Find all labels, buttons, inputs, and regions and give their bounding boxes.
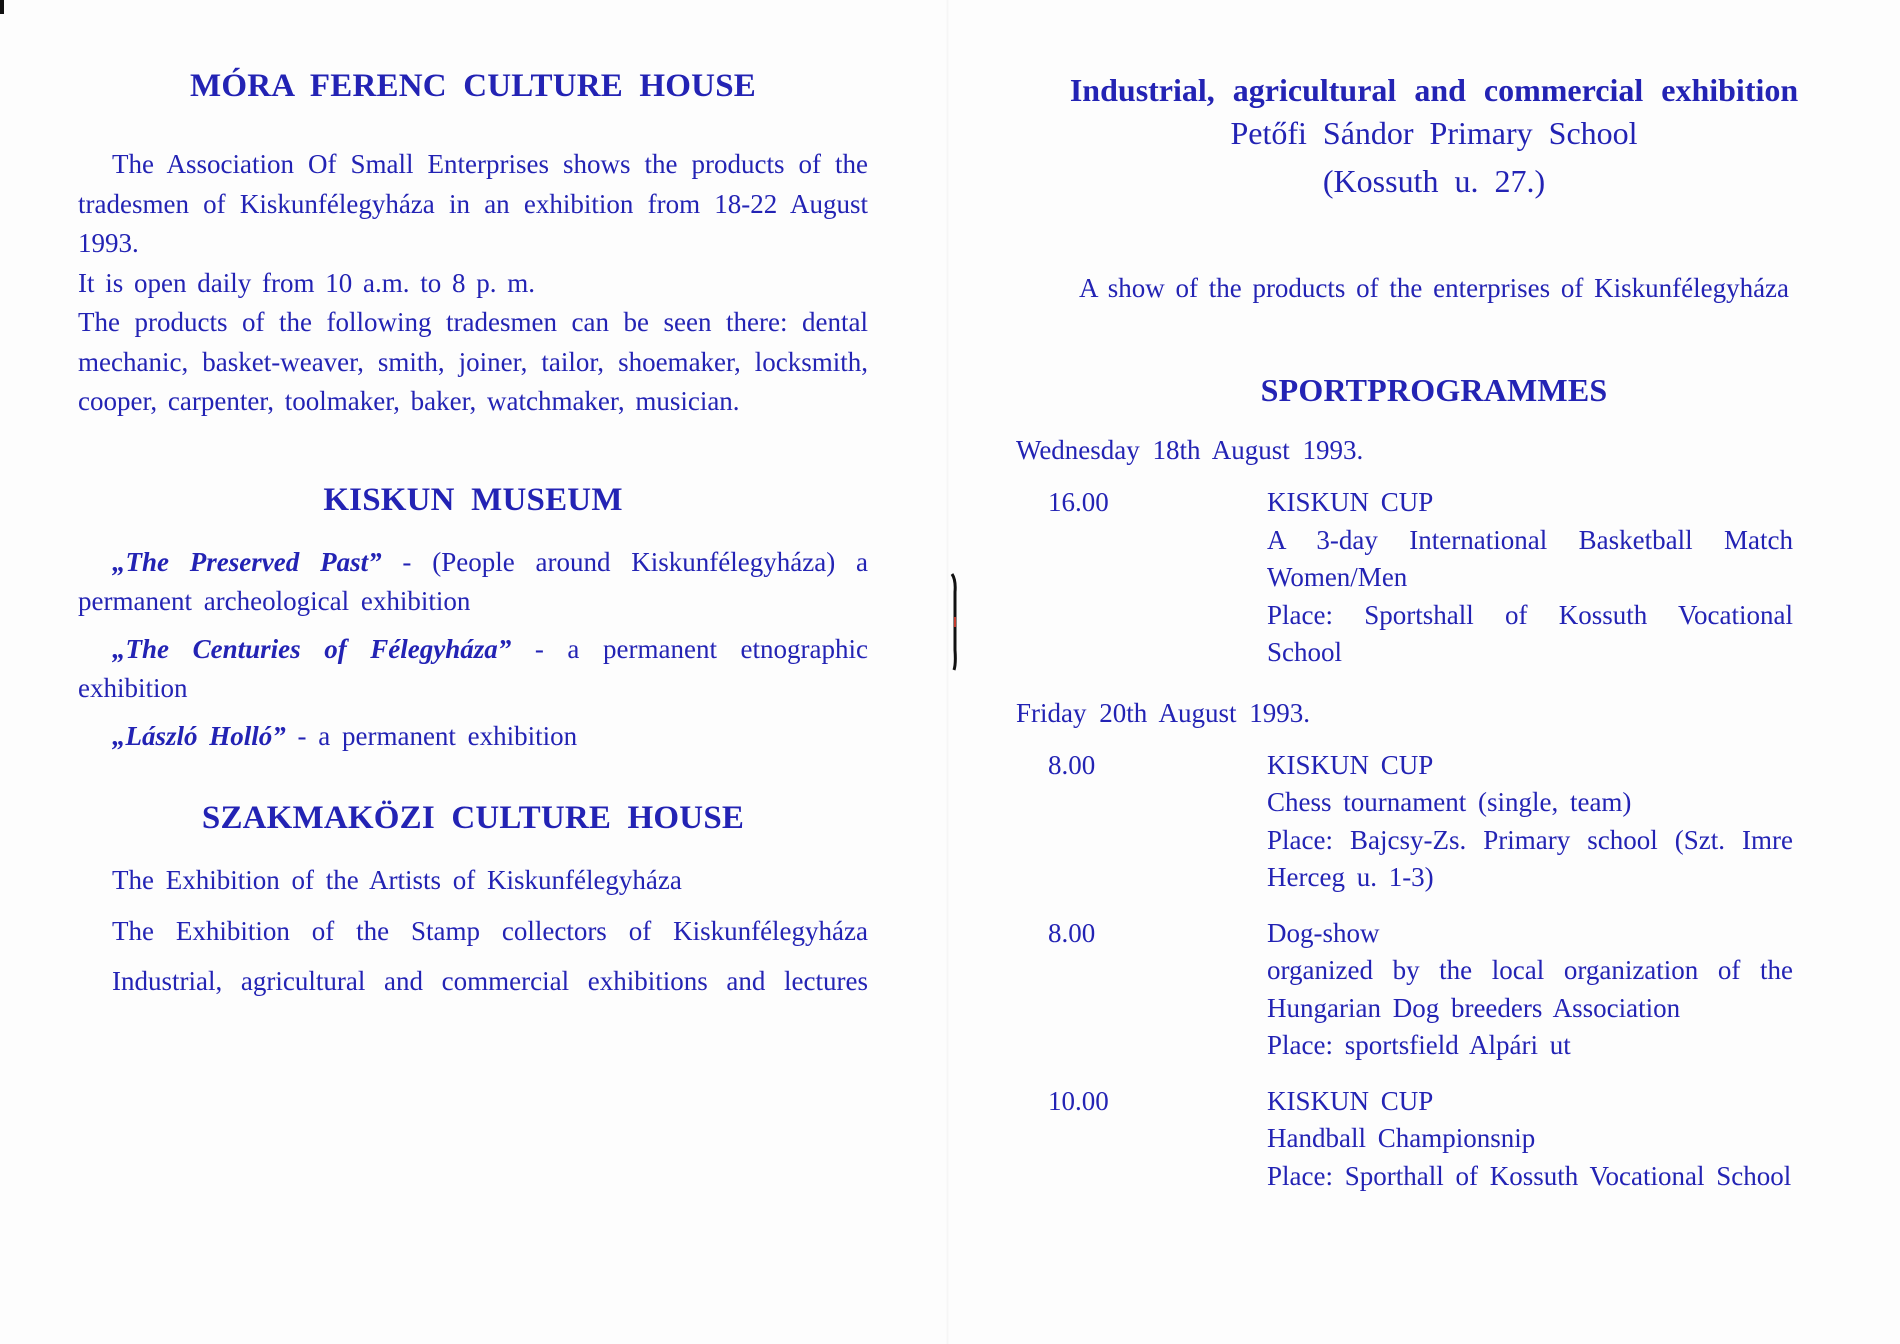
sport-day-date: Wednesday 18th August 1993. xyxy=(1016,435,1364,465)
mora-body xyxy=(78,145,868,422)
sport-day xyxy=(1016,697,1826,1196)
szakmakozi-line: The Exhibition of the Artists of Kiskunfélegyháza xyxy=(112,865,682,895)
sport-event-line: KISKUN CUP xyxy=(1267,1085,1434,1116)
sport-event-line: KISKUN CUP xyxy=(1267,749,1434,780)
sport-event xyxy=(1034,747,1826,897)
museum-item xyxy=(78,543,868,622)
museum-item-name: „The Preserved Past” xyxy=(112,546,382,577)
sport-event-line: A 3-day International Basketball Match Women/Men xyxy=(1267,524,1793,592)
museum-item xyxy=(78,717,868,757)
szakmakozi-list xyxy=(78,861,868,1002)
exhibition-title: Industrial, agricultural and commercial exhibition xyxy=(1069,72,1799,108)
sport-event-time: 10.00 xyxy=(1048,1085,1109,1116)
szakmakozi-title: SZAKMAKÖZI CULTURE HOUSE xyxy=(201,800,745,836)
museum-item-text: - (People around Kiskunfélegyháza) a permanent archeological exhibition xyxy=(78,546,868,616)
museum-item-text: - a permanent exhibition xyxy=(285,720,578,751)
exhibition-venue: Petőfi Sándor Primary School xyxy=(1230,115,1638,151)
museum-item-name: „László Holló” xyxy=(112,720,286,751)
exhibition-address: (Kossuth u. 27.) xyxy=(1322,163,1546,199)
museum-item-text: - a permanent etnographic exhibition xyxy=(78,633,868,703)
sport-event-description xyxy=(1267,747,1793,897)
sport-day-date: Friday 20th August 1993. xyxy=(1016,697,1311,728)
sport-event-description xyxy=(1267,915,1793,1065)
exhibition-show-text: A show of the products of the enterprises of Kiskunfélegyháza xyxy=(1078,273,1790,303)
sport-event xyxy=(1034,915,1826,1065)
sport-day xyxy=(1016,435,1826,672)
sport-event-line: Chess tournament (single, team) xyxy=(1267,787,1632,817)
sport-event-time: 8.00 xyxy=(1048,917,1096,948)
sport-event-line: Place: Bajcsy-Zs. Primary school (Szt. Imre Herceg u. 1-3) xyxy=(1267,824,1793,892)
mora-paragraph-3: The products of the following tradesmen can be seen there: dental mechanic, basket-weaver, smith, joiner, tailor, shoemaker, locksmith, cooper, carpenter, toolmaker, baker, watchmaker, musician. xyxy=(78,307,868,416)
szakmakozi-line: The Exhibition of the Stamp collectors of Kiskunfélegyháza xyxy=(112,915,868,946)
museum-list xyxy=(78,543,868,757)
mora-title: MÓRA FERENC CULTURE HOUSE xyxy=(190,68,756,104)
sport-event-line: KISKUN CUP xyxy=(1267,487,1434,517)
museum-title: KISKUN MUSEUM xyxy=(323,481,623,518)
sport-event-line: Place: Sportshall of Kossuth Vocational School xyxy=(1267,599,1793,667)
mora-paragraph-2: It is open daily from 10 a.m. to 8 p. m. xyxy=(78,267,535,298)
sport-event-line: Place: Sporthall of Kossuth Vocational School xyxy=(1267,1160,1792,1191)
sport-event-time: 16.00 xyxy=(1048,487,1109,517)
sport-event xyxy=(1034,1083,1826,1196)
sport-event-line: Handball Championsnip xyxy=(1267,1123,1536,1153)
sport-event-line: Place: sportsfield Alpári ut xyxy=(1267,1030,1571,1060)
museum-item-name: „The Centuries of Félegyháza” xyxy=(112,633,512,664)
sport-event-description xyxy=(1267,484,1793,672)
sport-event-line: organized by the local organization of the Hungarian Dog breeders Association xyxy=(1267,955,1793,1023)
sport-event-description xyxy=(1267,1083,1793,1196)
szakmakozi-line: Industrial, agricultural and commercial exhibitions and lectures xyxy=(112,966,868,996)
sport-event xyxy=(1034,484,1826,672)
mora-paragraph-1: The Association Of Small Enterprises shows the products of the tradesmen of Kiskunfélegyháza in an exhibition from 18-22 August 1993. xyxy=(78,149,868,258)
sport-title: SPORTPROGRAMMES xyxy=(1260,372,1608,408)
museum-item xyxy=(78,630,868,709)
sport-event-line: Dog-show xyxy=(1267,917,1380,948)
sport-event-time: 8.00 xyxy=(1048,749,1096,780)
right-page xyxy=(950,0,1900,1344)
